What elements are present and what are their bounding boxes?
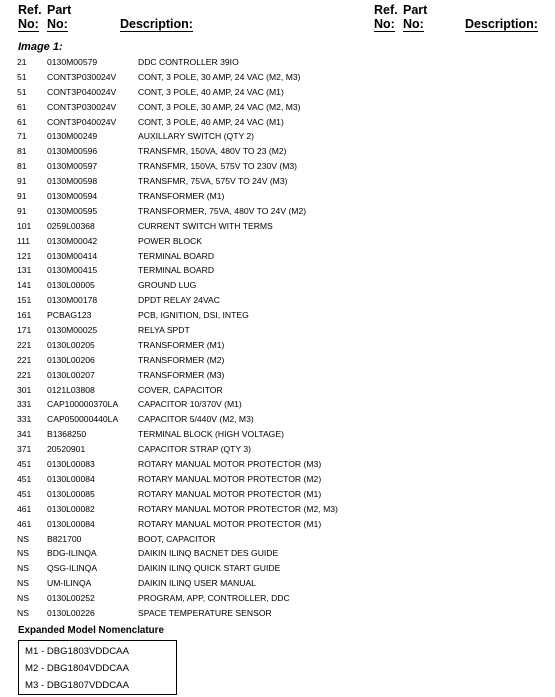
part-ref-number: 151 — [17, 295, 32, 306]
header-right-part-line1: Part — [403, 3, 428, 17]
part-description: CAPACITOR 5/440V (M2, M3) — [138, 414, 254, 425]
parts-row — [17, 427, 537, 442]
part-ref-number: 81 — [17, 146, 27, 157]
part-description: POWER BLOCK — [138, 235, 202, 246]
part-description: PROGRAM, APP, CONTROLLER, DDC — [138, 593, 290, 604]
part-number: 0130M00579 — [47, 57, 98, 67]
part-ref-number: NS — [17, 578, 29, 589]
part-description: CAPACITOR STRAP (QTY 3) — [138, 444, 252, 455]
part-description: TRANSFORMER (M1) — [138, 191, 225, 202]
part-ref-number: 161 — [17, 310, 32, 321]
part-number: 20520901 — [47, 444, 86, 455]
part-description: CONT, 3 POLE, 40 AMP, 24 VAC (M1) — [138, 116, 284, 127]
header-left-description: Description: — [120, 17, 193, 31]
part-description: CONT, 3 POLE, 40 AMP, 24 VAC (M1) — [138, 86, 284, 97]
part-description: COVER, CAPACITOR — [138, 384, 223, 395]
nomenclature-title: Expanded Model Nomenclature — [18, 625, 164, 636]
part-description: BOOT, CAPACITOR — [138, 533, 216, 544]
part-ref-number: 341 — [17, 429, 32, 440]
parts-row — [17, 517, 537, 532]
part-number: 0259L00368 — [47, 220, 95, 231]
part-description: TRANSFMR, 150VA, 575V TO 230V (M3) — [138, 161, 298, 172]
part-number: UM-ILINQA — [47, 578, 92, 589]
part-ref-number: 331 — [17, 414, 32, 425]
header-right-ref-line2: No: — [374, 17, 395, 31]
part-number: 0130L00005 — [47, 280, 95, 291]
part-ref-number: 451 — [17, 459, 32, 470]
part-ref-number: 131 — [17, 265, 32, 276]
part-description: GROUND LUG — [138, 280, 197, 291]
part-ref-number: 451 — [17, 488, 32, 499]
part-ref-number: 221 — [17, 354, 32, 365]
parts-row — [17, 561, 537, 576]
part-ref-number: 91 — [17, 176, 27, 187]
parts-row — [17, 487, 537, 502]
part-number: CONT3P030024V — [47, 101, 117, 112]
part-description: CONT, 3 POLE, 30 AMP, 24 VAC (M2, M3) — [138, 101, 301, 112]
part-ref-number: NS — [17, 548, 29, 559]
part-ref-number: 111 — [17, 235, 31, 246]
part-number: CAP100000370LA — [47, 399, 119, 410]
part-ref-number: 51 — [17, 71, 27, 82]
part-ref-number: 221 — [17, 339, 32, 350]
parts-row — [17, 249, 537, 264]
part-ref-number: 61 — [17, 101, 27, 112]
parts-row — [17, 457, 537, 472]
part-ref-number: 91 — [17, 191, 27, 202]
part-number: CONT3P030024V — [47, 71, 117, 82]
part-description: ROTARY MANUAL MOTOR PROTECTOR (M2, M3) — [138, 503, 338, 514]
parts-row — [17, 397, 537, 412]
part-number: 0130L00084 — [47, 473, 95, 484]
parts-row — [17, 532, 537, 547]
part-number: 0130L00205 — [47, 339, 95, 350]
part-description: DAIKIN ILINQ USER MANUAL — [138, 578, 256, 589]
nomenclature-item: M3 - DBG1807VDDCAA — [25, 680, 129, 691]
part-number: 0130L00226 — [47, 607, 95, 618]
part-ref-number: 101 — [17, 220, 32, 231]
parts-row — [17, 115, 537, 130]
parts-row — [17, 606, 537, 621]
header-right-part-line2: No: — [403, 17, 424, 31]
part-ref-number: 461 — [17, 503, 32, 514]
part-description: SPACE TEMPERATURE SENSOR — [138, 607, 272, 618]
part-description: TRANSFORMER (M1) — [138, 339, 225, 350]
part-description: TERMINAL BOARD — [138, 250, 215, 261]
part-ref-number: 71 — [17, 131, 27, 142]
parts-row — [17, 576, 537, 591]
part-ref-number: 51 — [17, 86, 27, 97]
part-number: CONT3P040024V — [47, 116, 117, 127]
parts-row — [17, 219, 537, 234]
part-number: 0130L00083 — [47, 459, 95, 470]
parts-row — [17, 159, 537, 174]
parts-row — [17, 323, 537, 338]
part-ref-number: NS — [17, 533, 29, 544]
parts-row — [17, 189, 537, 204]
parts-row — [17, 70, 537, 85]
nomenclature-item: M2 - DBG1804VDDCAA — [25, 663, 129, 674]
part-description: TERMINAL BLOCK (HIGH VOLTAGE) — [138, 429, 284, 440]
part-number: 0130L00206 — [47, 354, 95, 365]
part-number: 0130M00598 — [47, 176, 98, 187]
part-number: 0130M00249 — [47, 131, 98, 142]
nomenclature-item: M1 - DBG1803VDDCAA — [25, 646, 129, 657]
parts-row — [17, 412, 537, 427]
part-number: 0130M00595 — [47, 205, 98, 216]
parts-row — [17, 368, 537, 383]
part-number: 0130M00042 — [47, 235, 98, 246]
part-number: 0130M00596 — [47, 146, 98, 157]
part-number: 0130L00207 — [47, 369, 95, 380]
part-ref-number: 91 — [17, 205, 27, 216]
parts-row — [17, 308, 537, 323]
part-description: ROTARY MANUAL MOTOR PROTECTOR (M1) — [138, 488, 322, 499]
part-ref-number: 61 — [17, 116, 27, 127]
part-number: 0130M00178 — [47, 295, 98, 306]
header-right-description: Description: — [465, 17, 538, 31]
part-ref-number: NS — [17, 607, 29, 618]
part-description: TRANSFORMER (M3) — [138, 369, 225, 380]
part-description: CAPACITOR 10/370V (M1) — [138, 399, 242, 410]
section-title: Image 1: — [18, 41, 63, 53]
part-ref-number: 461 — [17, 518, 32, 529]
header-left-part-line1: Part — [47, 3, 72, 17]
part-ref-number: 121 — [17, 250, 32, 261]
part-description: DDC CONTROLLER 39IO — [138, 57, 239, 67]
part-ref-number: 301 — [17, 384, 32, 395]
parts-row — [17, 100, 537, 115]
parts-row — [17, 144, 537, 159]
parts-row — [17, 546, 537, 561]
part-ref-number: 81 — [17, 161, 27, 172]
part-number: CAP050000440LA — [47, 414, 119, 425]
parts-row — [17, 502, 537, 517]
part-ref-number: 171 — [17, 325, 32, 336]
parts-row — [17, 204, 537, 219]
part-number: CONT3P040024V — [47, 86, 117, 97]
parts-row — [17, 55, 537, 70]
part-description: TERMINAL BOARD — [138, 265, 215, 276]
parts-row — [17, 338, 537, 353]
part-description: CURRENT SWITCH WITH TERMS — [138, 220, 273, 231]
parts-row — [17, 129, 537, 144]
part-number: 0130M00415 — [47, 265, 98, 276]
part-description: PCB, IGNITION, DSI, INTEG — [138, 310, 249, 321]
part-number: 0130L00082 — [47, 503, 95, 514]
parts-row — [17, 442, 537, 457]
part-number: 0130M00414 — [47, 250, 98, 261]
part-description: DPDT RELAY 24VAC — [138, 295, 220, 306]
part-description: TRANSFMR, 75VA, 575V TO 24V (M3) — [138, 176, 288, 187]
part-ref-number: NS — [17, 593, 29, 604]
part-description: CONT, 3 POLE, 30 AMP, 24 VAC (M2, M3) — [138, 71, 301, 82]
part-number: B821700 — [47, 533, 82, 544]
part-number: B1368250 — [47, 429, 87, 440]
part-description: ROTARY MANUAL MOTOR PROTECTOR (M1) — [138, 518, 322, 529]
part-ref-number: 371 — [17, 444, 32, 455]
parts-row — [17, 353, 537, 368]
header-left-part-line2: No: — [47, 17, 68, 31]
part-number: 0130L00085 — [47, 488, 95, 499]
parts-row — [17, 472, 537, 487]
part-ref-number: 141 — [17, 280, 32, 291]
part-number: PCBAG123 — [47, 310, 92, 321]
part-description: TRANSFMR, 150VA, 480V TO 23 (M2) — [138, 146, 287, 157]
part-ref-number: 331 — [17, 399, 32, 410]
nomenclature-box — [18, 640, 177, 695]
part-number: 0121L03808 — [47, 384, 95, 395]
part-description: TRANSFORMER (M2) — [138, 354, 225, 365]
part-description: TRANSFORMER, 75VA, 480V TO 24V (M2) — [138, 205, 307, 216]
part-number: 0130M00594 — [47, 191, 98, 202]
parts-row — [17, 278, 537, 293]
parts-row — [17, 174, 537, 189]
part-number: 0130M00597 — [47, 161, 98, 172]
part-ref-number: 451 — [17, 473, 32, 484]
parts-row — [17, 234, 537, 249]
part-ref-number: 21 — [17, 57, 27, 67]
part-description: DAIKIN ILINQ QUICK START GUIDE — [138, 563, 281, 574]
parts-list — [17, 55, 537, 621]
parts-row — [17, 383, 537, 398]
part-description: ROTARY MANUAL MOTOR PROTECTOR (M2) — [138, 473, 322, 484]
header-right-ref-line1: Ref. — [374, 3, 398, 17]
part-number: 0130M00025 — [47, 325, 98, 336]
parts-row — [17, 293, 537, 308]
parts-row — [17, 591, 537, 606]
part-ref-number: NS — [17, 563, 29, 574]
part-description: AUXILLARY SWITCH (QTY 2) — [138, 131, 255, 142]
part-description: DAIKIN ILINQ BACNET DES GUIDE — [138, 548, 279, 559]
part-number: 0130L00084 — [47, 518, 95, 529]
parts-row — [17, 85, 537, 100]
part-ref-number: 221 — [17, 369, 32, 380]
header-left-ref-line2: No: — [18, 17, 39, 31]
part-number: 0130L00252 — [47, 593, 95, 604]
part-number: QSG-ILINQA — [47, 563, 98, 574]
parts-row — [17, 263, 537, 278]
part-description: ROTARY MANUAL MOTOR PROTECTOR (M3) — [138, 459, 322, 470]
part-number: BDG-ILINQA — [47, 548, 97, 559]
part-description: RELYA SPDT — [138, 325, 190, 336]
header-left-ref-line1: Ref. — [18, 3, 42, 17]
